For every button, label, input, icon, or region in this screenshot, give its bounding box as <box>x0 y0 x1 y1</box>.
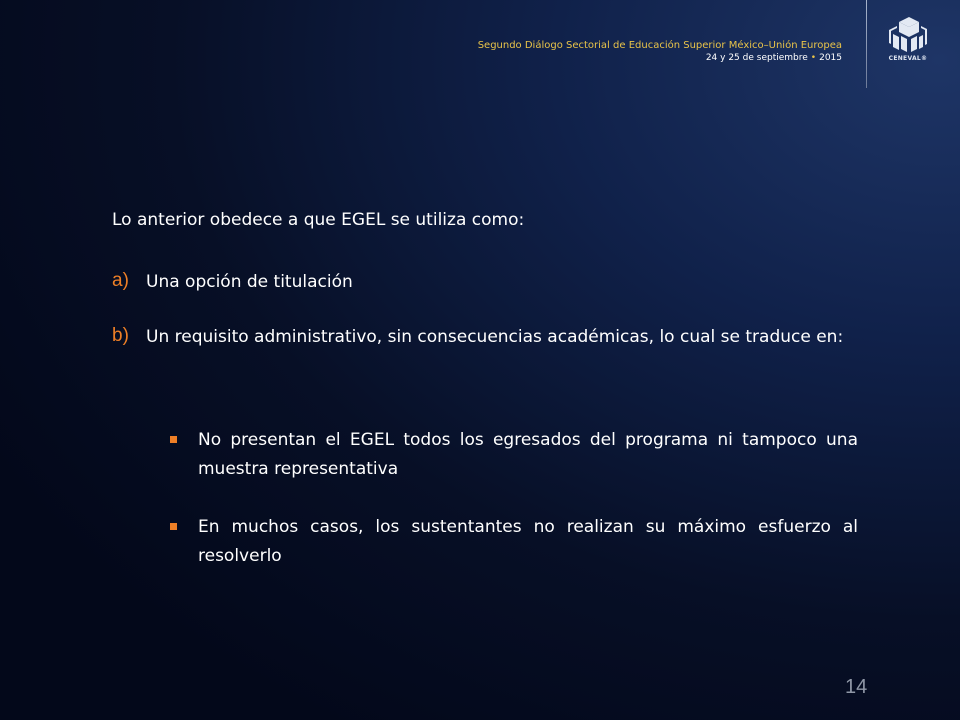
page-number: 14 <box>845 676 868 698</box>
list-item-a <box>112 269 856 296</box>
bullet-item <box>170 426 858 484</box>
header-date-year: 2015 <box>819 53 842 63</box>
list-marker-b: b) <box>112 325 129 346</box>
bullet-text: No presentan el EGEL todos los egresados del programa ni tampoco una muestra representativa <box>198 430 858 479</box>
list-marker-a: a) <box>112 270 129 291</box>
list-item-text: Una opción de titulación <box>146 272 353 292</box>
slide-header <box>478 39 842 65</box>
intro-text: Lo anterior obedece a que EGEL se utiliza como: <box>112 210 525 230</box>
header-divider <box>866 0 867 88</box>
square-bullet-icon <box>170 436 177 443</box>
logo-wordmark: CENEVAL® <box>888 55 928 62</box>
bullet-item <box>170 513 858 571</box>
bullet-text: En muchos casos, los sustentantes no realizan su máximo esfuerzo al resolverlo <box>198 517 858 566</box>
header-title: Segundo Diálogo Sectorial de Educación Superior México–Unión Europea <box>477 40 842 51</box>
list-item-text: Un requisito administrativo, sin consecuencias académicas, lo cual se traduce en: <box>146 327 844 347</box>
list-item-b <box>112 324 856 351</box>
header-date <box>478 52 842 65</box>
square-bullet-icon <box>170 523 177 530</box>
ceneval-logo-icon <box>883 14 933 76</box>
header-date-separator: • <box>810 53 817 63</box>
header-date-days: 24 y 25 de septiembre <box>705 53 808 63</box>
